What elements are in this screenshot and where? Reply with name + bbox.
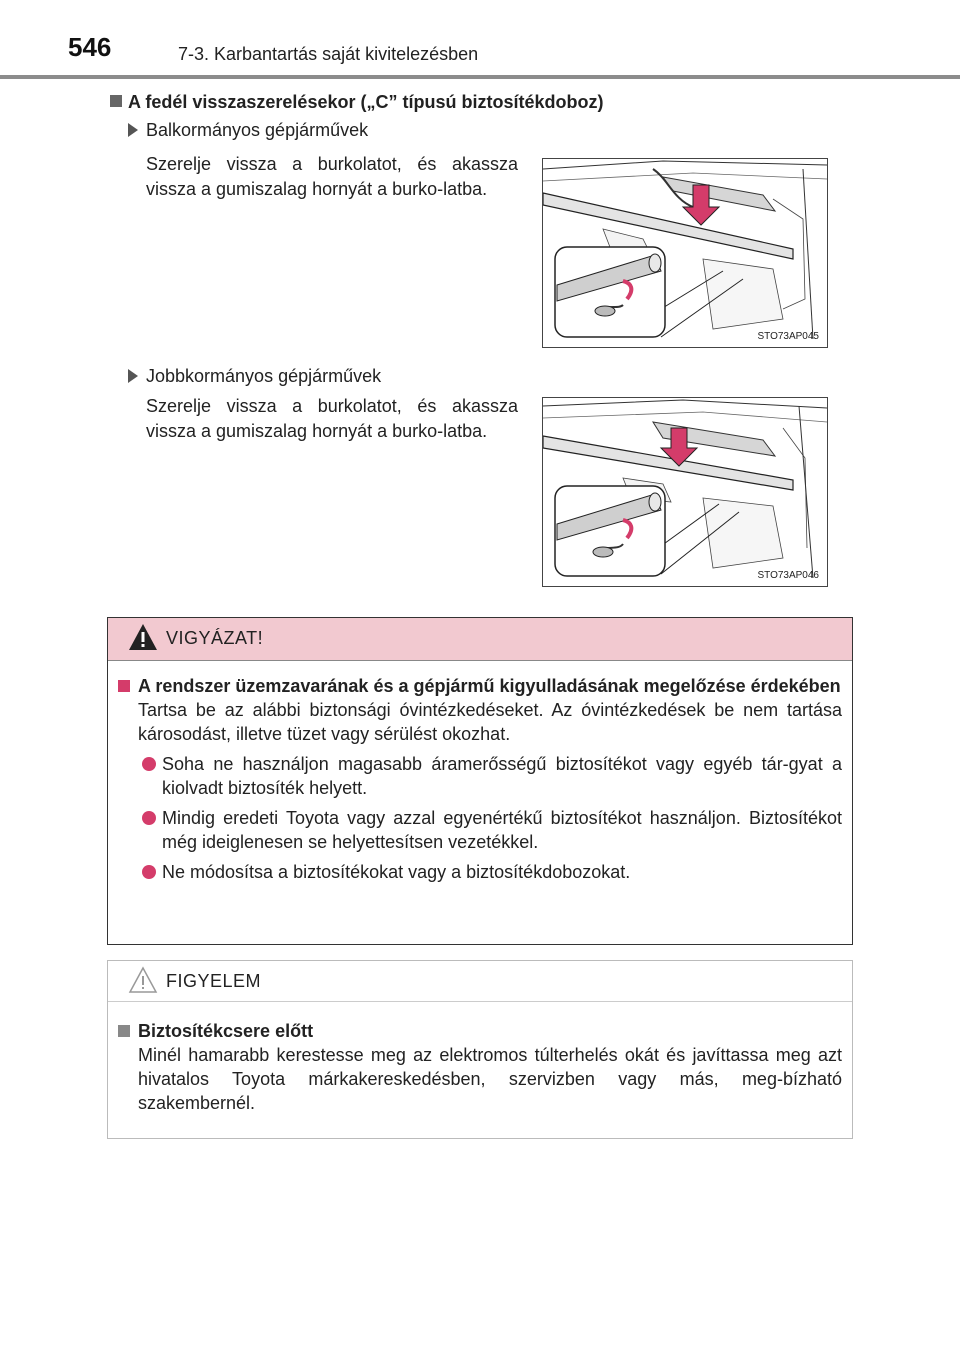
- caution-bullet-text: Ne módosítsa a biztosítékokat vagy a biztosítékdobozokat.: [162, 862, 631, 882]
- caution-intro: Tartsa be az alábbi biztonsági óvintézkedéseket. Az óvintézkedések be nem tartása károsodást, illetve tüzet vagy sérülést okozhat.: [138, 700, 842, 744]
- section-heading: [110, 92, 603, 113]
- fuse-cover-illustration: [543, 398, 827, 586]
- triangle-bullet-icon: [128, 123, 138, 137]
- fuse-cover-illustration: [543, 159, 827, 347]
- notice-body: [118, 1019, 842, 1115]
- warning-triangle-icon: [128, 622, 158, 652]
- caution-header: [108, 618, 852, 661]
- square-bullet-icon: [118, 680, 130, 692]
- square-bullet-icon: [110, 95, 122, 107]
- notice-heading-text: Biztosítékcsere előtt: [138, 1021, 314, 1041]
- chapter-title: 7-3. Karbantartás saját kivitelezésben: [178, 44, 479, 64]
- caution-bullet-text: Soha ne használjon magasabb áramerősségű biztosítékot vagy egyéb tár-gyat a kiolvadt biztosíték helyett.: [162, 754, 842, 798]
- lhd-label: Balkormányos gépjárművek: [146, 120, 369, 140]
- bullet-dot-icon: [142, 865, 156, 879]
- caution-bullet: [118, 806, 842, 854]
- bullet-dot-icon: [142, 811, 156, 825]
- figure-code: STO73AP046: [757, 570, 819, 581]
- caution-box: [107, 617, 853, 945]
- rhd-label: Jobbkormányos gépjárművek: [146, 366, 382, 386]
- header-rule: [0, 75, 960, 79]
- caution-heading-text: A rendszer üzemzavarának és a gépjármű kigyulladásának megelőzése érdekében: [138, 676, 841, 696]
- figure-code: STO73AP045: [757, 331, 819, 342]
- bullet-dot-icon: [142, 757, 156, 771]
- caution-title: VIGYÁZAT!: [166, 628, 264, 648]
- caution-heading: [118, 674, 842, 698]
- notice-title: FIGYELEM: [166, 971, 262, 991]
- caution-bullet-text: Mindig eredeti Toyota vagy azzal egyenértékű biztosítékot használjon. Biztosítékot még ideiglenesen se helyettesítsen vezetékkel.: [162, 808, 842, 852]
- notice-triangle-icon: [128, 965, 158, 995]
- lhd-instruction: Szerelje vissza a burkolatot, és akassza vissza a gumiszalag hornyát a burko-latba.: [146, 154, 518, 199]
- caution-bullet: [118, 860, 842, 884]
- caution-bullet: [118, 752, 842, 800]
- lhd-subheading: [128, 120, 368, 141]
- caution-body: [118, 674, 842, 884]
- rhd-instruction: Szerelje vissza a burkolatot, és akassza vissza a gumiszalag hornyát a burko-latba.: [146, 396, 518, 441]
- section-heading-text: A fedél visszaszerelésekor („C” típusú biztosítékdoboz): [128, 92, 604, 112]
- rhd-subheading: [128, 366, 381, 387]
- page-number: 546: [68, 32, 112, 62]
- square-bullet-icon: [118, 1025, 130, 1037]
- notice-box: [107, 960, 853, 1139]
- notice-text: Minél hamarabb kerestesse meg az elektromos túlterhelés okát és javíttassa meg azt hivatalos Toyota márkakereskedésben, szervizben vagy más, meg-bízható szakembernél.: [138, 1045, 842, 1113]
- notice-header: [108, 961, 852, 1002]
- lhd-figure: [542, 158, 828, 348]
- triangle-bullet-icon: [128, 369, 138, 383]
- rhd-figure: [542, 397, 828, 587]
- notice-heading: [118, 1019, 842, 1043]
